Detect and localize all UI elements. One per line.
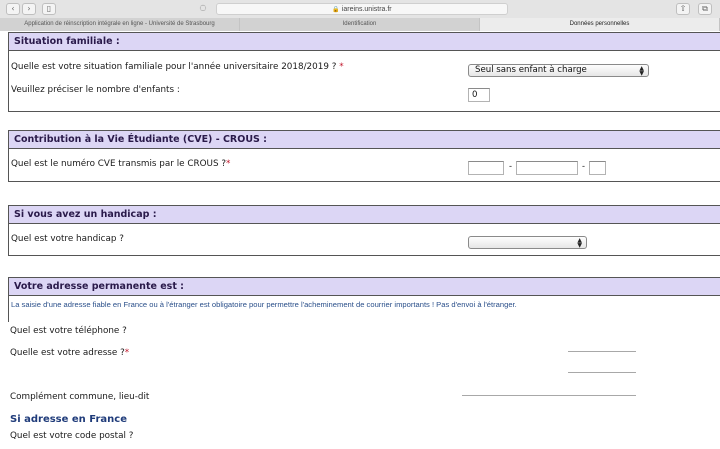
adresse-line2-input[interactable]: [568, 372, 636, 373]
question-code-postal: Quel est votre code postal ?: [10, 431, 134, 441]
cve-part2-input[interactable]: [516, 161, 578, 175]
question-situation: [11, 62, 344, 72]
question-handicap: Quel est votre handicap ?: [11, 234, 124, 244]
question-adresse: [10, 348, 129, 358]
section-handicap: [8, 205, 720, 256]
browser-chrome: [0, 0, 720, 31]
tab-label: Données personnelles: [569, 21, 630, 27]
required-marker: *: [226, 159, 231, 169]
required-marker: *: [124, 348, 130, 358]
tabs-icon[interactable]: ⧉: [698, 3, 712, 15]
back-icon[interactable]: ‹: [6, 3, 20, 15]
section-adresse: [8, 277, 720, 322]
section-header: Si vous avez un handicap :: [9, 206, 720, 224]
question-cve: [11, 159, 230, 169]
separator: -: [582, 161, 585, 171]
enfants-input[interactable]: 0: [468, 88, 490, 102]
section-header: Votre adresse permanente est :: [9, 278, 720, 296]
select-arrows-icon: ▲ ▼: [577, 237, 582, 249]
france-subheading: Si adresse en France: [10, 414, 127, 425]
address-notice: La saisie d'une adresse fiable en France ou à l'étranger est obligatoire pour permettre l'acheminement de courrier importants ! Pas d'envoi à l'étranger.: [11, 300, 517, 309]
shield-icon[interactable]: ◌: [199, 3, 207, 12]
address-bar[interactable]: [216, 3, 508, 15]
tab-application[interactable]: [0, 18, 240, 31]
forward-icon[interactable]: ›: [22, 3, 36, 15]
question-text: Quelle est votre adresse ?: [10, 348, 125, 358]
sidebar-icon[interactable]: ▯: [42, 3, 56, 15]
handicap-select[interactable]: [468, 236, 587, 249]
section-header: Situation familiale :: [9, 33, 720, 51]
select-value: Seul sans enfant à charge: [475, 65, 587, 75]
adresse-line1-input[interactable]: [568, 351, 636, 352]
share-icon[interactable]: ⇧: [676, 3, 690, 15]
section-header: Contribution à la Vie Étudiante (CVE) - CROUS :: [9, 131, 720, 149]
url-text: iareins.unistra.fr: [341, 6, 392, 13]
question-telephone: Quel est votre téléphone ?: [10, 326, 127, 336]
section-situation-familiale: [8, 32, 720, 112]
lock-icon: 🔒: [332, 6, 340, 13]
complement-input[interactable]: [462, 395, 636, 396]
tab-identification[interactable]: [240, 18, 480, 31]
cve-part3-input[interactable]: [589, 161, 606, 175]
cve-part1-input[interactable]: [468, 161, 504, 175]
separator: -: [509, 161, 512, 171]
tab-label: Application de réinscription intégrale en ligne - Université de Strasbourg: [24, 21, 215, 27]
question-text: Quelle est votre situation familiale pour l'année universitaire 2018/2019 ?: [11, 62, 337, 72]
tab-label: Identification: [342, 21, 377, 27]
section-cve: [8, 130, 720, 182]
question-complement: Complément commune, lieu-dit: [10, 392, 150, 402]
tab-bar: [0, 18, 720, 31]
question-enfants: Veuillez préciser le nombre d'enfants :: [11, 85, 180, 95]
required-marker: *: [339, 62, 344, 72]
question-text: Quel est le numéro CVE transmis par le CROUS ?: [11, 159, 227, 169]
tab-donnees-personnelles[interactable]: [480, 18, 720, 31]
situation-select[interactable]: [468, 64, 649, 77]
browser-toolbar: [0, 0, 720, 18]
select-arrows-icon: ▲ ▼: [639, 65, 644, 77]
